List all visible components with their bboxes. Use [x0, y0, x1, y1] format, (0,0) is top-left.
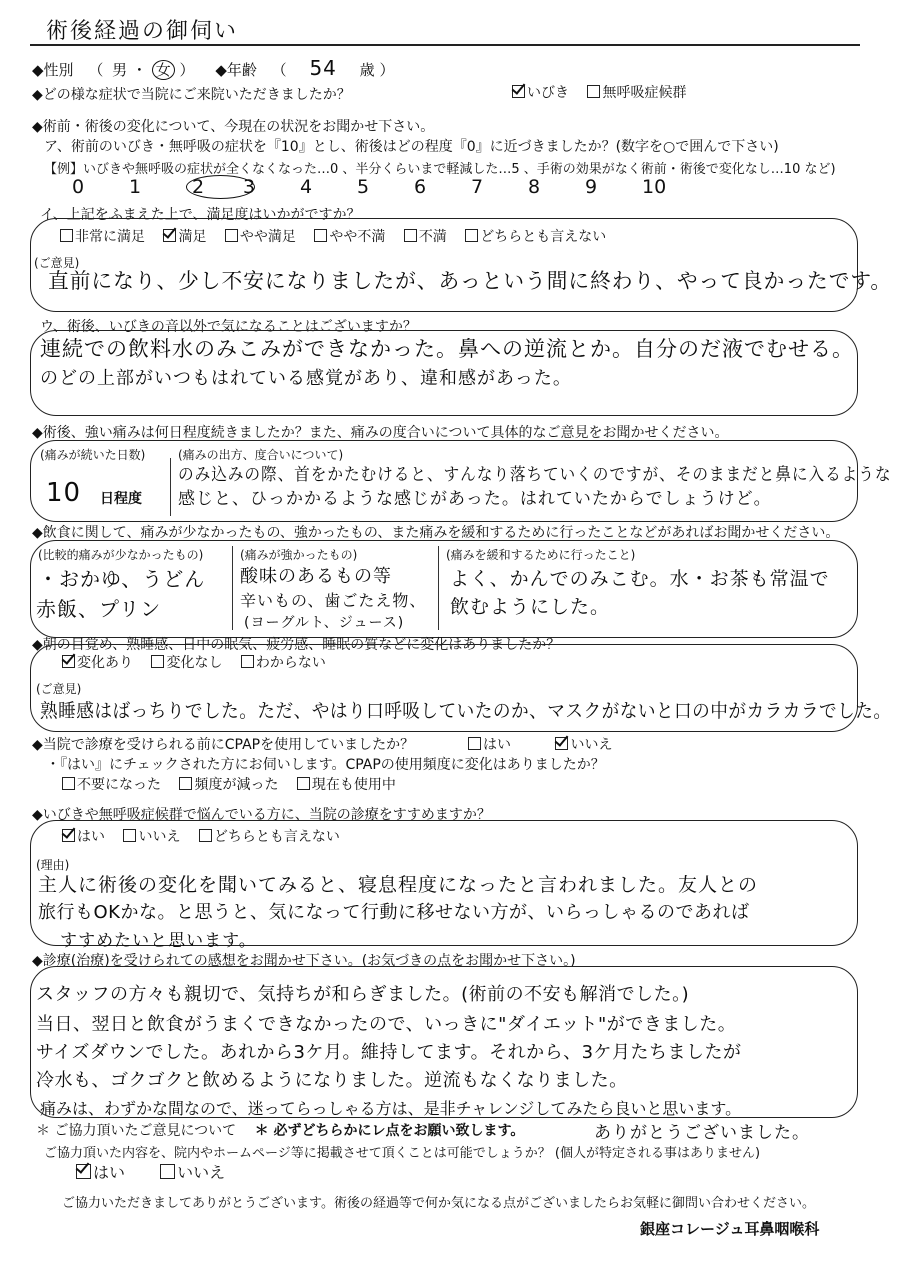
- food-relief-line-1: よく、かんでのみこむ。水・お茶も常温で: [450, 568, 830, 590]
- option-snoring[interactable]: いびき: [512, 84, 569, 102]
- pain-degree-label: (痛みの出方、度合いについて): [178, 448, 344, 462]
- change-heading: ◆術前・術後の変化について、今現在の状況をお聞かせ下さい。: [32, 119, 435, 135]
- gender-label: ◆性別: [32, 61, 74, 79]
- impression-question: ◆診療(治療)を受けられての感想をお聞かせ下さい。(お気づきの点をお聞かせ下さい。): [32, 953, 576, 969]
- food-strong-label: (痛みが強かったもの): [240, 548, 358, 562]
- gender-row: [32, 55, 394, 81]
- gender-open: （: [88, 61, 104, 79]
- scale-4[interactable]: 4: [300, 176, 313, 198]
- option-unknown[interactable]: わからない: [241, 654, 326, 672]
- option-cpap-no[interactable]: いいえ: [555, 736, 612, 754]
- option-somewhat-satisfied[interactable]: やや満足: [225, 228, 296, 246]
- other-concerns-line-1: 連続での飲料水のみこみができなかった。鼻への逆流とか。自分のだ液でむせる。: [40, 337, 854, 361]
- footer-note-prefix: ＊ ご協力頂いたご意見について: [36, 1123, 237, 1139]
- impression-line-4: 冷水も、ゴクゴクと飲めるようになりました。逆流もなくなりました。: [36, 1070, 628, 1091]
- option-apnea[interactable]: 無呼吸症候群: [587, 84, 686, 102]
- food-relief-line-2: 飲むようにした。: [450, 596, 611, 618]
- other-concerns-line-2: のどの上部がいつもはれている感覚があり、違和感があった。: [40, 368, 572, 389]
- pain-days-label: (痛みが続いた日数): [40, 448, 146, 462]
- checkbox-checked-icon[interactable]: [512, 85, 525, 98]
- impression-line-2: 当日、翌日と飲食がうまくできなかったので、いっきに"ダイエット"ができました。: [36, 1014, 737, 1035]
- cpap-options: [468, 736, 626, 754]
- sleep-opinion: 熟睡感はばっちりでした。ただ、やはり口呼吸していたのか、マスクがないと口の中がカラカラでした。: [40, 700, 892, 722]
- food-strong-line-2: 辛いもの、歯ごたえ物、: [240, 591, 427, 610]
- change-question-a: ア、術前のいびき・無呼吸の症状を『10』とし、術後はどの程度『0』に近づきましたか？(数字を○で囲んで下さい): [44, 139, 779, 155]
- title-underline: [30, 44, 860, 46]
- sleep-options: [62, 654, 340, 672]
- option-satisfied[interactable]: 満足: [163, 228, 206, 246]
- impression-line-3: サイズダウンでした。あれから3ケ月。維持してます。それから、3ケ月たちましたが: [36, 1042, 742, 1063]
- footer-note: [36, 1122, 524, 1140]
- scale-8[interactable]: 8: [528, 176, 541, 198]
- option-still-using[interactable]: 現在も使用中: [297, 776, 396, 794]
- scale-1[interactable]: 1: [129, 176, 142, 198]
- cpap-question: ◆当院で診療を受けられる前にCPAPを使用していましたか？: [32, 737, 415, 753]
- publish-question: ご協力頂いた内容を、院内やホームページ等に掲載させて頂くことは可能でしょうか？ (個人が特定される事はありません): [44, 1146, 761, 1161]
- scale-10[interactable]: 10: [642, 176, 667, 198]
- option-less-frequent[interactable]: 頻度が減った: [179, 776, 278, 794]
- pain-degree-line-2: 感じと、ひっかかるような感じがあった。はれていたからでしょうけど。: [178, 489, 772, 509]
- food-strong-line-3: (ヨーグルト、ジュース): [244, 615, 405, 631]
- sleep-question: ◆朝の目覚め、熟睡感、日中の眠気、疲労感、睡眠の質などに変化はありましたか？: [32, 637, 561, 653]
- cpap-sub-options: [62, 776, 410, 794]
- closing-message: ご協力いただきましてありがとうございます。術後の経過等で何か気になる点がございましたらお気軽に御問い合わせください。: [62, 1196, 815, 1211]
- pain-divider: [170, 458, 171, 516]
- scale-7[interactable]: 7: [471, 176, 484, 198]
- impression-line-5: 痛みは、わずかな間なので、迷ってらっしゃる方は、是非チャレンジしてみたら良いと思います。: [40, 1099, 742, 1118]
- option-dissatisfied[interactable]: 不満: [404, 228, 447, 246]
- age-close: ）: [379, 61, 395, 79]
- scale-6[interactable]: 6: [414, 176, 427, 198]
- option-no-longer-needed[interactable]: 不要になった: [62, 776, 161, 794]
- food-divider-2: [438, 546, 439, 630]
- recommend-reason-line-3: すすめたいと思います。: [60, 931, 257, 951]
- footer-thanks-handwritten: ありがとうございました。: [594, 1123, 810, 1143]
- option-no-change[interactable]: 変化なし: [151, 654, 222, 672]
- food-strong-line-1: 酸味のあるもの等: [240, 566, 392, 587]
- recommend-options: [62, 828, 354, 846]
- page-title: 術後経過の御伺い: [46, 19, 239, 44]
- option-somewhat-dissatisfied[interactable]: やや不満: [314, 228, 385, 246]
- pain-days-unit: 日程度: [100, 491, 142, 507]
- food-question: ◆飲食に関して、痛みが少なかったもの、強かったもの、また痛みを緩和するために行ったことなどがあればお聞かせください。: [32, 525, 840, 541]
- scale-2[interactable]: 2: [186, 175, 243, 199]
- checkbox-icon[interactable]: [587, 85, 600, 98]
- option-recommend-no[interactable]: いいえ: [123, 828, 180, 846]
- gender-close: ）: [179, 61, 195, 79]
- option-publish-yes[interactable]: はい: [76, 1164, 125, 1182]
- gender-dot: ・: [131, 61, 147, 79]
- symptom-scale: [72, 175, 699, 199]
- impression-line-1: スタッフの方々も親切で、気持ちが和らぎました。(術前の不安も解消でした。): [36, 984, 690, 1005]
- satisfaction-opinion-label: (ご意見): [34, 256, 80, 270]
- recommend-reason-line-2: 旅行もOKかな。と思うと、気になって行動に移せない方が、いらっしゃるのであれば: [38, 902, 750, 923]
- option-very-satisfied[interactable]: 非常に満足: [60, 228, 145, 246]
- gender-male[interactable]: 男: [112, 61, 128, 79]
- recommend-question: ◆いびきや無呼吸症候群で悩んでいる方に、当院の診療をすすめますか？: [32, 807, 491, 823]
- option-changed[interactable]: 変化あり: [62, 654, 133, 672]
- satisfaction-opinion: 直前になり、少し不安になりましたが、あっという間に終わり、やって良かったです。: [48, 269, 893, 293]
- symptom-question: ◆どの様な症状で当院にご来院いただきましたか？: [32, 87, 351, 103]
- age-label: ◆年齢: [215, 61, 257, 79]
- pain-degree-line-1: のみ込みの際、首をかたむけると、すんなり落ちていくのですが、そのままだと鼻に入るような: [178, 465, 892, 485]
- food-less-line-2: 赤飯、プリン: [36, 597, 162, 621]
- option-recommend-neither[interactable]: どちらとも言えない: [199, 828, 340, 846]
- publish-options: [76, 1164, 239, 1182]
- food-divider-1: [232, 546, 233, 630]
- age-value[interactable]: 54: [309, 56, 337, 80]
- gender-female-circled[interactable]: 女: [152, 60, 175, 80]
- scale-5[interactable]: 5: [357, 176, 370, 198]
- clinic-name: 銀座コレージュ耳鼻咽喉科: [640, 1220, 820, 1238]
- age-unit: 歳: [359, 61, 375, 79]
- pain-days-value[interactable]: 10: [46, 478, 82, 508]
- option-cpap-yes[interactable]: はい: [468, 736, 511, 754]
- satisfaction-options: [60, 228, 620, 246]
- sleep-opinion-label: (ご意見): [36, 682, 82, 696]
- satisfaction-question: イ、上記をふまえた上で、満足度はいかがですか？: [40, 207, 361, 223]
- recommend-reason-line-1: 主人に術後の変化を聞いてみると、寝息程度になったと言われました。友人との: [38, 874, 759, 896]
- pain-question: ◆術後、強い痛みは何日程度続きましたか？また、痛みの度合いについて具体的なご意見をお聞かせください。: [32, 425, 729, 441]
- age-open: （: [271, 61, 287, 79]
- scale-0[interactable]: 0: [72, 176, 85, 198]
- food-less-line-1: ・おかゆ、うどん: [38, 567, 206, 591]
- symptom-options: [512, 84, 700, 102]
- change-example: 【例】いびきや無呼吸の症状が全くなくなった…0 、半分くらいまで軽減した…5 、手術の効果がなく術前・術後で変化なし…10 など): [44, 162, 836, 177]
- food-less-label: (比較的痛みが少なかったもの): [38, 548, 204, 562]
- recommend-reason-label: (理由): [36, 858, 70, 872]
- food-relief-label: (痛みを緩和するために行ったこと): [446, 548, 636, 562]
- other-concerns-question: ウ、術後、いびきの音以外で気になることはございますか？: [40, 319, 417, 335]
- option-neither[interactable]: どちらとも言えない: [465, 228, 606, 246]
- cpap-sub-question: ・『はい』にチェックされた方にお伺いします。CPAPの使用頻度に変化はありましたか？: [46, 757, 605, 773]
- scale-3[interactable]: 3: [243, 176, 256, 198]
- footer-note-bold: ＊ 必ずどちらかにレ点をお願い致します。: [254, 1123, 525, 1139]
- scale-9[interactable]: 9: [585, 176, 598, 198]
- option-publish-no[interactable]: いいえ: [160, 1164, 225, 1182]
- option-recommend-yes[interactable]: はい: [62, 828, 105, 846]
